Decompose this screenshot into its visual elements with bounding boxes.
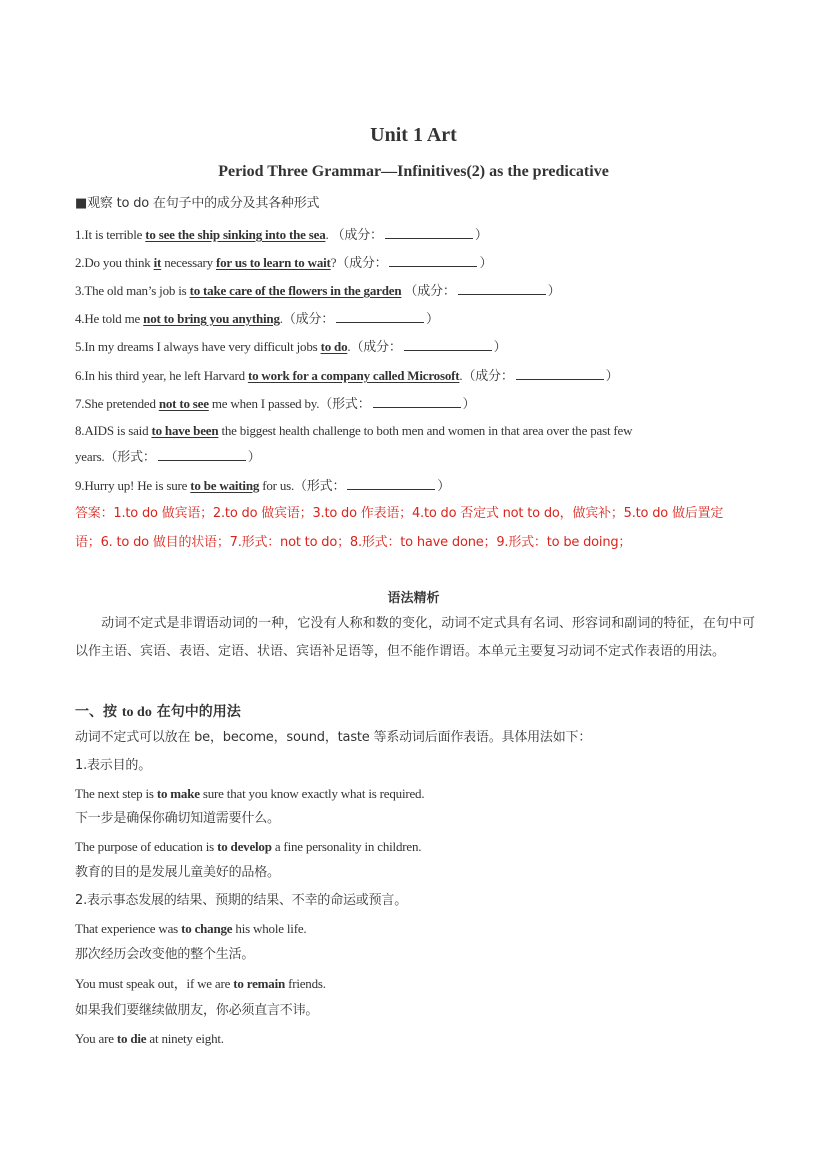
text: 在句中的用法 [151, 704, 241, 720]
text: for us. [259, 478, 295, 493]
intro-paragraph: 动词不定式是非谓语动词的一种，它没有人称和数的变化，动词不定式具有名词、形容词和副词的特征，在句中可以作主语、宾语、表语、定语、状语、宾语补足语等，但不能作谓语。本单元主要复习动词不定式作表语的用法。 [75, 616, 755, 659]
text: 9.Hurry up! He is sure [75, 478, 191, 493]
text: The purpose of education is [75, 839, 218, 854]
text: 4.He told me [75, 311, 144, 326]
text: necessary [161, 255, 216, 270]
text: 2.Do you think [75, 255, 154, 270]
label: ） [605, 369, 619, 384]
label: ） [474, 228, 488, 243]
example-5 [75, 1030, 224, 1048]
text: 3.The old man’s job is [75, 283, 190, 298]
underlined-phrase: to take care of the flowers in the garden [189, 283, 402, 298]
label: （成分： [282, 312, 335, 327]
answer-blank[interactable] [385, 226, 473, 239]
label: ） [493, 340, 507, 355]
example-1-translation: 下一步是确保你确切知道需要什么。 [75, 811, 280, 826]
answer-key-line-2: 语；6. to do 做目的状语；7.形式：not to do；8.形式：to have done；9.形式：to be doing； [75, 535, 632, 550]
example-1 [75, 785, 424, 803]
exercise-9 [75, 477, 450, 496]
example-4-translation: 如果我们要继续做朋友，你必须直言不讳。 [75, 1003, 319, 1018]
label: （成分： [404, 284, 456, 299]
label: （成分： [336, 256, 388, 271]
underlined-phrase: to do [320, 339, 348, 354]
underlined-phrase: to see the ship sinking into the sea [145, 227, 326, 242]
bold-phrase: to change [181, 921, 233, 936]
text: 一、按 [75, 704, 122, 720]
bold-phrase: to remain [233, 976, 286, 991]
point-1: 1.表示目的。 [75, 758, 152, 773]
label: （成分： [350, 340, 402, 355]
answer-blank[interactable] [158, 448, 246, 461]
label: （成分： [462, 369, 514, 384]
exercise-4 [75, 310, 439, 329]
text: friends. [285, 976, 326, 991]
answer-blank[interactable] [373, 395, 461, 408]
label: ） [547, 284, 561, 299]
page-subtitle: Period Three Grammar—Infinitives(2) as the predicative [218, 163, 609, 180]
text: The next step is [75, 786, 157, 801]
bold-phrase: to develop [217, 839, 272, 854]
answer-blank[interactable] [516, 367, 604, 380]
underlined-phrase: it [153, 255, 162, 270]
underlined-phrase: not to see [158, 396, 209, 411]
text: 6.In his third year, he left Harvard [75, 368, 248, 383]
label: （形式： [319, 397, 371, 412]
exercise-3 [75, 282, 560, 301]
exercise-5 [75, 338, 506, 357]
text: You must speak out，if we are [75, 976, 234, 991]
text: 5.In my dreams I always have very difficult jobs [75, 339, 321, 354]
example-2-translation: 教育的目的是发展儿童美好的品格。 [75, 865, 280, 880]
label: ） [247, 450, 261, 465]
underlined-phrase: for us to learn to wait [216, 255, 331, 270]
text: 7.She pretended [75, 396, 159, 411]
underlined-phrase: to work for a company called Microsoft [247, 368, 460, 383]
answer-blank[interactable] [404, 338, 492, 351]
exercise-8 [75, 422, 632, 440]
label: （形式： [104, 450, 156, 465]
text: 8.AIDS is said [75, 423, 152, 438]
usage-text: 动词不定式可以放在 be，become，sound，taste 等系动词后面作表语。具体用法如下： [75, 730, 592, 745]
text: . [459, 368, 463, 383]
answer-blank[interactable] [389, 254, 477, 267]
label: ） [437, 479, 451, 494]
exercise-1 [75, 226, 488, 245]
label: ） [462, 397, 476, 412]
exercise-7 [75, 395, 475, 414]
text: ? [330, 255, 337, 270]
text: . [279, 311, 283, 326]
answer-key-line-1: 答案：1.to do 做宾语；2.to do 做宾语；3.to do 作表语；4.to do 否定式 not to do，做宾补；5.to do 做后置定 [75, 506, 724, 521]
page-title: Unit 1 Art [370, 124, 457, 146]
bold-phrase: to make [156, 786, 200, 801]
text: his whole life. [232, 921, 307, 936]
text: a fine personality in children. [271, 839, 422, 854]
observe-instruction: ■观察 to do 在句子中的成分及其各种形式 [75, 196, 320, 211]
text: at ninety eight. [146, 1031, 224, 1046]
text: . [347, 339, 351, 354]
example-3 [75, 920, 306, 938]
example-3-translation: 那次经历会改变他的整个生活。 [75, 947, 255, 962]
label: （成分： [331, 228, 383, 243]
section-heading-1 [75, 701, 241, 721]
underlined-phrase: to be waiting [190, 478, 260, 493]
text: sure that you know exactly what is required. [199, 786, 425, 801]
text: . [325, 227, 329, 242]
underlined-phrase: to have been [151, 423, 219, 438]
label: ） [479, 256, 493, 271]
exercise-2 [75, 254, 492, 273]
text: years. [75, 449, 105, 464]
label: ） [426, 312, 439, 327]
label: （形式： [294, 479, 346, 494]
underlined-phrase: not to bring you anything [143, 311, 280, 326]
example-2 [75, 838, 421, 856]
exercise-8-continued [75, 448, 261, 467]
answer-blank[interactable] [458, 282, 546, 295]
bold-phrase: to die [116, 1031, 147, 1046]
text: You are [75, 1031, 117, 1046]
answer-blank[interactable] [336, 310, 424, 323]
text: 1.It is terrible [75, 227, 146, 242]
text: That experience was [75, 921, 182, 936]
answer-blank[interactable] [347, 477, 435, 490]
text: the biggest health challenge to both men and women in that area over the past few [218, 423, 633, 438]
grammar-heading: 语法精析 [387, 591, 440, 606]
point-2: 2.表示事态发展的结果、预期的结果、不幸的命运或预言。 [75, 893, 408, 908]
text: to do [121, 705, 152, 720]
exercise-6 [75, 367, 618, 386]
example-4 [75, 975, 326, 993]
text: me when I passed by. [208, 396, 320, 411]
